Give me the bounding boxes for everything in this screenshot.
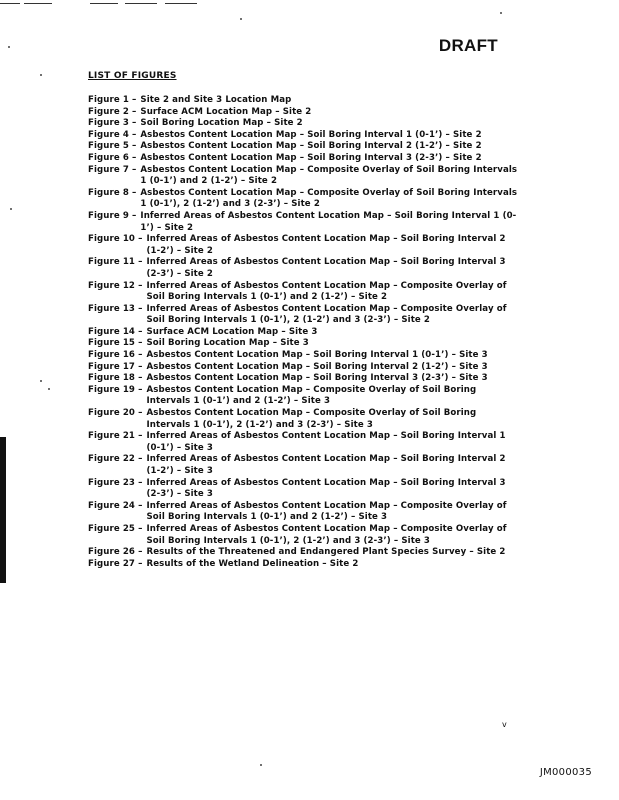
scan-edge-bar [0,437,6,583]
figure-list-item [88,362,518,374]
figure-number: Figure 3 – [88,118,137,129]
figure-list-item [88,478,518,501]
list-of-figures-heading: LIST OF FIGURES [88,71,177,81]
figure-number: Figure 8 – [88,187,137,198]
figure-number: Figure 27 – [88,558,143,569]
scan-speck [240,18,242,20]
scan-artifact-line [90,3,118,4]
figure-number: Figure 22 – [88,454,143,465]
figure-list-item [88,304,518,327]
scan-speck [260,764,262,766]
figure-title: Inferred Areas of Asbestos Content Location Map – Soil Boring Interval 2 (1-2’) – Site 2 [146,234,506,256]
scan-speck [500,12,502,14]
figure-list-item [88,454,518,477]
scan-artifact-line [0,3,20,4]
figure-number: Figure 7 – [88,164,137,175]
figure-title: Asbestos Content Location Map – Soil Boring Interval 2 (1-2’) – Site 3 [146,361,488,372]
figure-title: Soil Boring Location Map – Site 2 [140,118,303,129]
figure-title: Asbestos Content Location Map – Soil Boring Interval 3 (2-3’) – Site 2 [140,152,482,163]
figure-title: Asbestos Content Location Map – Composite Overlay of Soil Boring Intervals 1 (0-1’), 2 (1-2’) and 3 (2-3’) – Site 3 [146,408,477,430]
figure-title: Asbestos Content Location Map – Soil Boring Interval 1 (0-1’) – Site 2 [140,129,482,140]
figure-list-item [88,501,518,524]
figure-list-item [88,257,518,280]
figure-title: Inferred Areas of Asbestos Content Location Map – Composite Overlay of Soil Boring Intervals 1 (0-1’), 2 (1-2’) and 3 (2-3’) – Site 2 [146,303,507,326]
figure-list-item [88,141,518,153]
figure-number: Figure 16 – [88,350,143,361]
figure-list-item [88,547,518,559]
figure-number: Figure 23 – [88,477,143,488]
figure-number: Figure 18 – [88,373,143,384]
figure-title: Inferred Areas of Asbestos Content Location Map – Soil Boring Interval 1 (0-1’) – Site 2 [140,210,517,233]
figure-number: Figure 21 – [88,431,143,442]
figure-title: Inferred Areas of Asbestos Content Location Map – Soil Boring Interval 2 (1-2’) – Site 3 [146,454,506,476]
figure-title: Surface ACM Location Map – Site 3 [146,326,318,337]
figure-list-item [88,385,518,408]
scan-speck [48,388,50,390]
figure-title: Results of the Threatened and Endangered Plant Species Survey – Site 2 [146,547,506,558]
figure-title: Asbestos Content Location Map – Composite Overlay of Soil Boring Intervals 1 (0-1’) and 2 (1-2’) – Site 3 [146,384,477,407]
figure-title: Inferred Areas of Asbestos Content Location Map – Composite Overlay of Soil Boring Intervals 1 (0-1’) and 2 (1-2’) – Site 3 [146,500,507,523]
figure-number: Figure 6 – [88,152,137,163]
figure-number: Figure 2 – [88,106,137,117]
scan-speck [40,380,42,382]
figure-list-item [88,408,518,431]
figure-list [88,95,518,570]
figure-number: Figure 19 – [88,384,143,395]
scan-artifact-line [125,3,157,4]
figure-number: Figure 20 – [88,408,143,419]
figure-title: Soil Boring Location Map – Site 3 [146,338,309,349]
figure-number: Figure 12 – [88,280,143,291]
figure-list-item [88,130,518,142]
figure-title: Surface ACM Location Map – Site 2 [140,106,312,117]
scan-artifact-line [24,3,52,4]
figure-list-item [88,281,518,304]
figure-number: Figure 25 – [88,523,143,534]
figure-list-item [88,188,518,211]
figure-title: Asbestos Content Location Map – Soil Boring Interval 3 (2-3’) – Site 3 [146,373,488,384]
figure-list-item [88,431,518,454]
scan-artifact-line [165,3,197,4]
figure-number: Figure 15 – [88,338,143,349]
scan-speck [40,74,42,76]
figure-number: Figure 26 – [88,547,143,558]
scan-speck [8,46,10,48]
page-number: v [502,720,507,729]
figure-list-item [88,234,518,257]
figure-title: Inferred Areas of Asbestos Content Location Map – Soil Boring Interval 3 (2-3’) – Site 2 [146,257,506,279]
figure-number: Figure 13 – [88,303,143,314]
scan-speck [10,208,12,210]
figure-number: Figure 1 – [88,95,137,105]
figure-list-item [88,350,518,362]
figure-list-item [88,118,518,130]
figure-title: Inferred Areas of Asbestos Content Location Map – Soil Boring Interval 3 (2-3’) – Site 3 [146,477,506,500]
draft-watermark-label: DRAFT [438,36,498,55]
figure-number: Figure 10 – [88,234,143,245]
figure-list-item [88,338,518,350]
figure-title: Inferred Areas of Asbestos Content Location Map – Composite Overlay of Soil Boring Intervals 1 (0-1’) and 2 (1-2’) – Site 2 [146,280,507,303]
bates-number: JM000035 [539,767,592,778]
figure-title: Inferred Areas of Asbestos Content Location Map – Soil Boring Interval 1 (0-1’) – Site 3 [146,431,506,453]
figure-list-item [88,373,518,385]
figure-list-item [88,95,518,107]
figure-number: Figure 11 – [88,257,143,268]
figure-number: Figure 4 – [88,129,137,140]
figure-title: Results of the Wetland Delineation – Site 2 [146,558,359,569]
figure-number: Figure 17 – [88,361,143,372]
figure-title: Asbestos Content Location Map – Composite Overlay of Soil Boring Intervals 1 (0-1’) and 2 (1-2’) – Site 2 [140,164,518,187]
figure-list-item [88,211,518,234]
figure-list-item [88,559,518,571]
figure-title: Asbestos Content Location Map – Soil Boring Interval 2 (1-2’) – Site 2 [140,141,482,152]
figure-number: Figure 5 – [88,141,137,152]
figure-list-item [88,153,518,165]
figure-number: Figure 24 – [88,500,143,511]
figure-list-item [88,165,518,188]
figure-number: Figure 9 – [88,210,137,221]
figure-list-item [88,524,518,547]
figure-list-item [88,107,518,119]
figure-title: Asbestos Content Location Map – Soil Boring Interval 1 (0-1’) – Site 3 [146,350,488,361]
figure-title: Inferred Areas of Asbestos Content Location Map – Composite Overlay of Soil Boring Intervals 1 (0-1’), 2 (1-2’) and 3 (2-3’) – Site 3 [146,523,507,546]
figure-title: Asbestos Content Location Map – Composite Overlay of Soil Boring Intervals 1 (0-1’), 2 (1-2’) and 3 (2-3’) – Site 2 [140,187,518,210]
figure-number: Figure 14 – [88,326,143,337]
figure-title: Site 2 and Site 3 Location Map [140,95,292,105]
figure-list-item [88,327,518,339]
